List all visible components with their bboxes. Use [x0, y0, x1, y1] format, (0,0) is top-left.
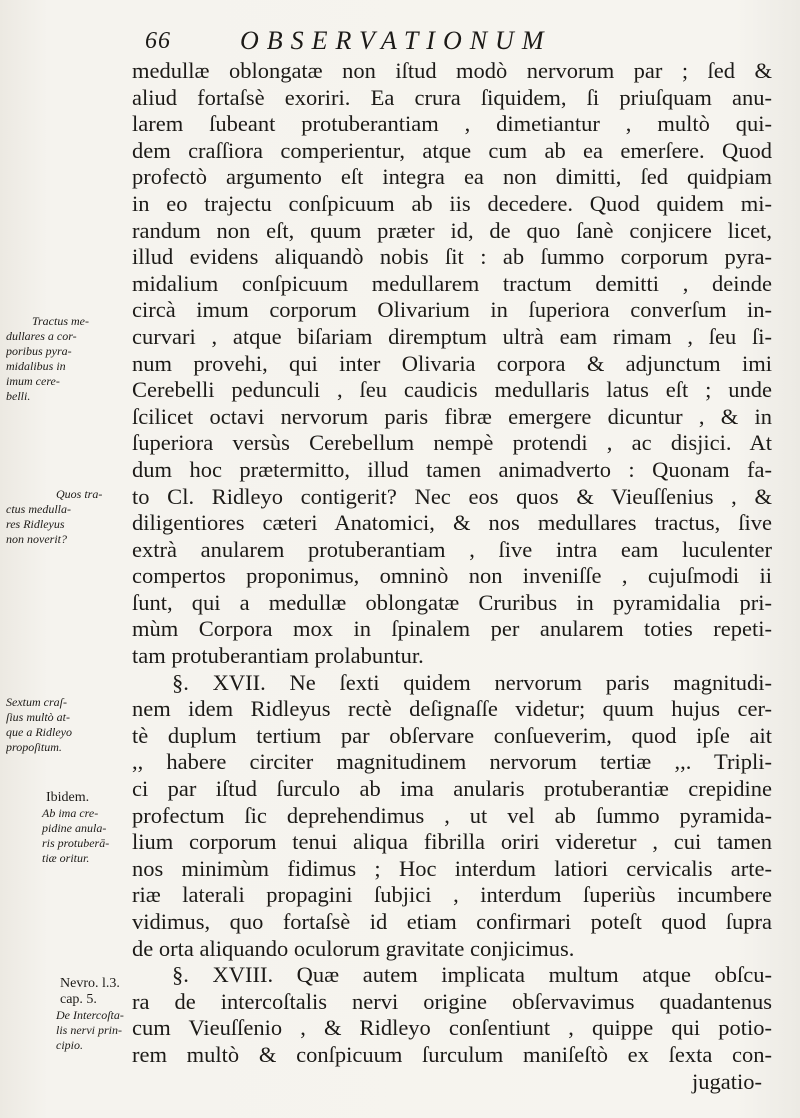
text-line: rem multò & conſpicuum ſurculum maniſeſtò ex ſexta con- [132, 1041, 772, 1067]
margin-note-line: De Intercoſta- [56, 1008, 124, 1022]
main-text-block [132, 58, 772, 1095]
text-line: profectum ſic deprehendimus , ut vel ab ſummo pyramida- [132, 802, 772, 828]
margin-note-line: Sextum craſ- [6, 695, 67, 709]
margin-note-line: non noverit? [6, 532, 67, 546]
margin-note-line: lis nervi prin- [56, 1023, 122, 1037]
margin-note-reference: cap. 5. [60, 992, 97, 1007]
text-line: dum hoc prætermitto, illud tamen animadverto : Quonam fa- [132, 456, 772, 482]
text-line: riæ laterali propagini ſubjici , interdum ſuperiùs incumbere [132, 882, 772, 908]
section-heading-line: §. XVIII. Quæ autem implicata multum atque obſcu- [172, 962, 772, 988]
text-line: diligentiores cæteri Anatomici, & nos medullares tractus, ſive [132, 510, 772, 536]
catchword: jugatio- [692, 1068, 762, 1094]
margin-note-line: ris protuberā- [42, 836, 110, 850]
margin-note-sextum [6, 695, 128, 755]
margin-note-quos-tractus [6, 487, 128, 547]
text-line: medullæ oblongatæ non iſtud modò nervorum par ; ſed & [132, 58, 772, 83]
text-line: de orta aliquando oculorum gravitate conjicimus. [132, 935, 575, 961]
text-line: curvari , atque biſariam diremptum ultrà eam rimam , ſeu ſi- [132, 323, 772, 349]
margin-notes [0, 0, 130, 1118]
text-line: in eo trajectu conſpicuum ab iis decedere. Quod quidem mi- [132, 190, 772, 216]
margin-note-line: cipio. [56, 1038, 83, 1052]
text-line: Cerebelli pedunculi , ſeu caudicis medullaris latus eſt ; unde [132, 377, 772, 403]
text-line: vidimus, quo fortaſsè id etiam confirmari poteſt quod ſupra [132, 909, 772, 934]
margin-note-line: Tractus me- [32, 314, 89, 328]
text-line: compertos proponimus, omninò non inveniſſe , cujuſmodi ii [132, 563, 772, 589]
text-line: extrà anularem protuberantiam , ſive intra eam luculenter [132, 536, 772, 562]
text-line: nem idem Ridleyus rectè deſignaſſe videtur; quum hujus cer- [132, 696, 772, 722]
text-line: ſcilicet octavi nervorum paris fibræ emergere dicuntur , & in [132, 403, 772, 429]
text-line: num provehi, qui inter Olivaria corpora & adjunctum imi [132, 350, 772, 376]
text-line: larem ſubeant protuberantiam , dimetiantur , multò qui- [132, 111, 772, 137]
margin-note-line: Ab ima cre- [42, 806, 99, 820]
text-line: mùm Corpora mox in ſpinalem per anularem toties repeti- [132, 616, 772, 642]
text-line: illud evidens aliquandò nobis ſit : ab ſummo corporum pyra- [132, 244, 772, 270]
text-line: tam protuberantiam prolabuntur. [132, 643, 424, 669]
margin-note-line: que a Ridleyo [6, 725, 72, 739]
text-line: nos minimùm fidimus ; Hoc interdum latiori cervicalis arte- [132, 855, 772, 881]
margin-note-line: propoſitum. [6, 740, 62, 754]
margin-note-tractus [6, 314, 128, 404]
margin-note-ibidem [6, 790, 128, 866]
margin-note-line: Quos tra- [56, 487, 103, 501]
text-line: cum Vieuſſenio , & Ridleyo conſentiunt , quippe qui potio- [132, 1015, 772, 1041]
page-number: 66 [145, 28, 171, 54]
text-line: ſuperiora versùs Cerebellum nempè protendi , ac disjici. At [132, 430, 772, 456]
margin-note-line: ſius multò at- [6, 710, 71, 724]
text-line: ſunt, qui a medullæ oblongatæ Cruribus in pyramidalia pri- [132, 589, 772, 615]
running-head: OBSERVATIONUM [240, 26, 552, 55]
text-line: ci par iſtud ſurculo ab ima anularis protuberantiæ crepidine [132, 776, 772, 802]
margin-note-nevro [6, 976, 128, 1053]
text-line: circà imum corporum Olivarium in ſuperiora converſum in- [132, 297, 772, 323]
text-line: dem craſſiora comperientur, atque cum ab ea emerſere. Quod [132, 137, 772, 163]
text-line: profectò argumento eſt integra ea non dimitti, ſed quidpiam [132, 164, 772, 190]
margin-note-line: tiæ oritur. [42, 851, 90, 865]
text-line: tè duplum tertium par obſervare conſueverim, quod ipſe ait [132, 722, 772, 748]
text-line: midalium conſpicuum medullarem tractum demitti , deinde [132, 270, 772, 296]
margin-note-reference: Nevro. l.3. [60, 976, 120, 991]
margin-note-line: poribus pyra- [6, 344, 72, 358]
margin-note-reference: Ibidem. [46, 790, 90, 805]
margin-note-line: midalibus in [6, 359, 66, 373]
text-line: aliud fortaſsè exoriri. Ea crura ſiquidem, ſi priuſquam anu- [132, 84, 772, 110]
margin-note-line: res Ridleyus [6, 517, 65, 531]
section-heading-line: §. XVII. Ne ſexti quidem nervorum paris magnitudi- [172, 669, 772, 695]
margin-note-line: pidine anula- [42, 821, 107, 835]
text-line: ra de intercoſtalis nervi origine obſervavimus quadantenus [132, 988, 772, 1014]
text-line: ,, habere circiter magnitudinem nervorum tertiæ ,,. Tripli- [132, 749, 772, 775]
margin-note-line: dullares a cor- [6, 329, 77, 343]
margin-note-line: imum cere- [6, 374, 60, 388]
text-line: lium corporum tenui aliqua fibrilla oriri videretur , cui tamen [132, 829, 772, 855]
text-line: randum non eſt, quum præter id, de quo ſanè conjicere licet, [132, 217, 772, 243]
margin-note-line: ctus medulla- [6, 502, 71, 516]
text-line: to Cl. Ridleyo contigerit? Nec eos quos & Vieuſſenius , & [132, 483, 772, 509]
margin-note-line: belli. [6, 389, 31, 403]
